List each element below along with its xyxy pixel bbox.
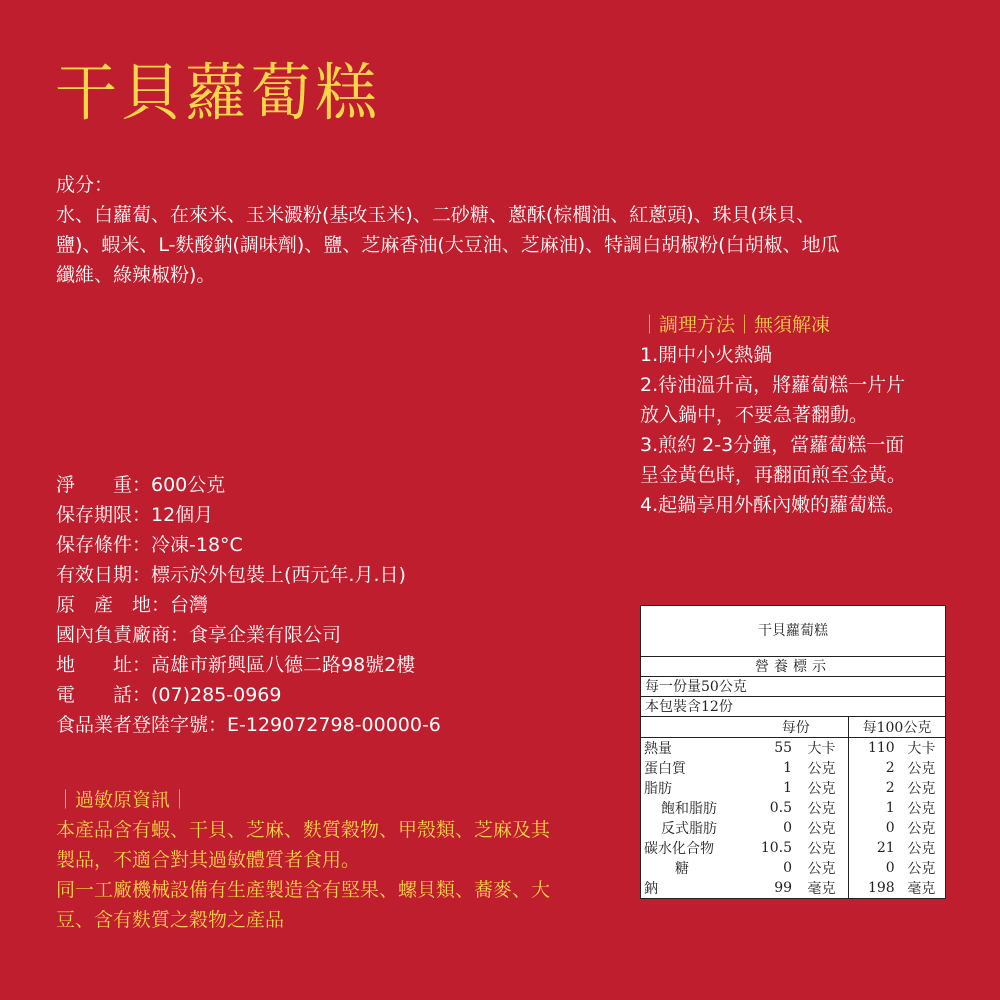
cooking-method-section xyxy=(640,310,960,520)
per-serving-unit: 公克 xyxy=(807,821,836,837)
cooking-heading: ｜調理方法｜無須解凍 xyxy=(640,314,831,336)
ingredients-line: 鹽)、蝦米、L-麩酸鈉(調味劑)、鹽、芝麻香油(大豆油、芝麻油)、特調白胡椒粉(白胡椒、地瓜 xyxy=(56,234,840,256)
per-100g-unit: 公克 xyxy=(907,761,936,777)
nutrient-name: 飽和脂肪 xyxy=(661,801,717,817)
per-serving-value: 1 xyxy=(783,760,793,776)
ingredients-line: 水、白蘿蔔、在來米、玉米澱粉(基改玉米)、二砂糖、蔥酥(棕櫚油、紅蔥頭)、珠貝(珠貝、 xyxy=(56,204,816,226)
nutrition-product-name: 干貝蘿蔔糕 xyxy=(641,606,945,657)
nutrient-name: 熱量 xyxy=(644,741,672,757)
per-serving-value: 10.5 xyxy=(760,840,793,856)
nutrition-label-title: 營養標示 xyxy=(641,657,945,677)
per-100g-unit: 大卡 xyxy=(907,741,936,757)
per-serving-value: 99 xyxy=(774,880,793,896)
serving-size: 每一份量50公克 xyxy=(641,677,945,697)
per-100g-value: 0 xyxy=(848,858,897,878)
per-serving-unit: 公克 xyxy=(807,841,836,857)
cooking-step: 2.待油溫升高，將蘿蔔糕一片片 xyxy=(640,374,906,396)
per-100g-value: 2 xyxy=(848,778,897,798)
per-serving-unit: 公克 xyxy=(807,761,836,777)
nutrition-row xyxy=(641,838,945,858)
manufacturer: 國內負責廠商：食享企業有限公司 xyxy=(56,624,342,646)
net-weight: 淨 重：600公克 xyxy=(56,474,226,496)
phone: 電 話：(07)285-0969 xyxy=(56,684,282,706)
nutrition-row xyxy=(641,778,945,798)
nutrition-table xyxy=(641,717,945,898)
cooking-step: 1.開中小火熱鍋 xyxy=(640,344,773,366)
nutrition-row xyxy=(641,758,945,778)
storage-condition: 保存條件：冷凍-18°C xyxy=(56,534,243,556)
servings-per-package: 本包裝含12份 xyxy=(641,697,945,717)
per-serving-unit: 公克 xyxy=(807,861,836,877)
nutrition-row xyxy=(641,738,945,759)
per-serving-unit: 公克 xyxy=(807,781,836,797)
ingredients-label: 成分： xyxy=(56,174,114,196)
per-serving-unit: 毫克 xyxy=(807,881,836,897)
per-serving-value: 0 xyxy=(783,860,793,876)
nutrient-name: 反式脂肪 xyxy=(661,821,717,837)
per-100g-unit: 公克 xyxy=(907,821,936,837)
per-100g-unit: 公克 xyxy=(907,841,936,857)
nutrient-name: 蛋白質 xyxy=(644,761,686,777)
cooking-step: 4.起鍋享用外酥內嫩的蘿蔔糕。 xyxy=(640,494,906,516)
per-100g-header: 每100公克 xyxy=(848,717,945,738)
allergen-line: 同一工廠機械設備有生產製造含有堅果、螺貝類、蕎麥、大 xyxy=(56,879,551,901)
per-100g-value: 1 xyxy=(848,798,897,818)
shelf-life: 保存期限：12個月 xyxy=(56,504,214,526)
per-100g-unit: 公克 xyxy=(907,861,936,877)
registration-number: 食品業者登陸字號：E-129072798-00000-6 xyxy=(56,714,441,736)
product-info-section xyxy=(56,470,616,740)
nutrition-label xyxy=(640,605,946,899)
per-serving-value: 0 xyxy=(783,820,793,836)
nutrition-row xyxy=(641,818,945,838)
per-100g-unit: 公克 xyxy=(907,801,936,817)
ingredients-section xyxy=(56,170,946,290)
cooking-step: 放入鍋中，不要急著翻動。 xyxy=(640,404,869,426)
allergen-line: 本產品含有蝦、干貝、芝麻、麩質穀物、甲殼類、芝麻及其 xyxy=(56,819,551,841)
per-100g-value: 0 xyxy=(848,818,897,838)
nutrition-row xyxy=(641,798,945,818)
product-title: 干貝蘿蔔糕 xyxy=(55,56,381,129)
nutrition-header-row xyxy=(641,717,945,738)
origin: 原 產 地：台灣 xyxy=(56,594,209,616)
ingredients-line: 纖維、綠辣椒粉)。 xyxy=(56,264,216,286)
cooking-step: 呈金黃色時，再翻面煎至金黃。 xyxy=(640,464,907,486)
per-100g-unit: 毫克 xyxy=(907,881,936,897)
nutrient-name: 鈉 xyxy=(644,881,658,897)
allergen-line: 製品，不適合對其過敏體質者食用。 xyxy=(56,849,361,871)
per-serving-value: 55 xyxy=(774,740,793,756)
per-100g-unit: 公克 xyxy=(907,781,936,797)
allergen-section xyxy=(56,785,616,935)
per-100g-value: 198 xyxy=(848,878,897,898)
per-serving-value: 0.5 xyxy=(769,800,793,816)
address: 地 址：高雄市新興區八德二路98號2樓 xyxy=(56,654,416,676)
per-serving-unit: 公克 xyxy=(807,801,836,817)
per-serving-header: 每份 xyxy=(744,717,849,738)
per-100g-value: 2 xyxy=(848,758,897,778)
nutrition-row xyxy=(641,878,945,898)
nutrition-row xyxy=(641,858,945,878)
per-serving-unit: 大卡 xyxy=(807,741,836,757)
per-100g-value: 21 xyxy=(848,838,897,858)
allergen-line: 豆、含有麩質之穀物之產品 xyxy=(56,909,285,931)
nutrient-name: 糖 xyxy=(675,861,689,877)
nutrient-name: 碳水化合物 xyxy=(644,841,714,857)
expiry-date: 有效日期：標示於外包裝上(西元年.月.日) xyxy=(56,564,406,586)
cooking-step: 3.煎約 2-3分鐘，當蘿蔔糕一面 xyxy=(640,434,905,456)
allergen-heading: ｜過敏原資訊｜ xyxy=(56,789,190,811)
per-serving-value: 1 xyxy=(783,780,793,796)
per-100g-value: 110 xyxy=(848,738,897,759)
nutrient-name: 脂肪 xyxy=(644,781,672,797)
